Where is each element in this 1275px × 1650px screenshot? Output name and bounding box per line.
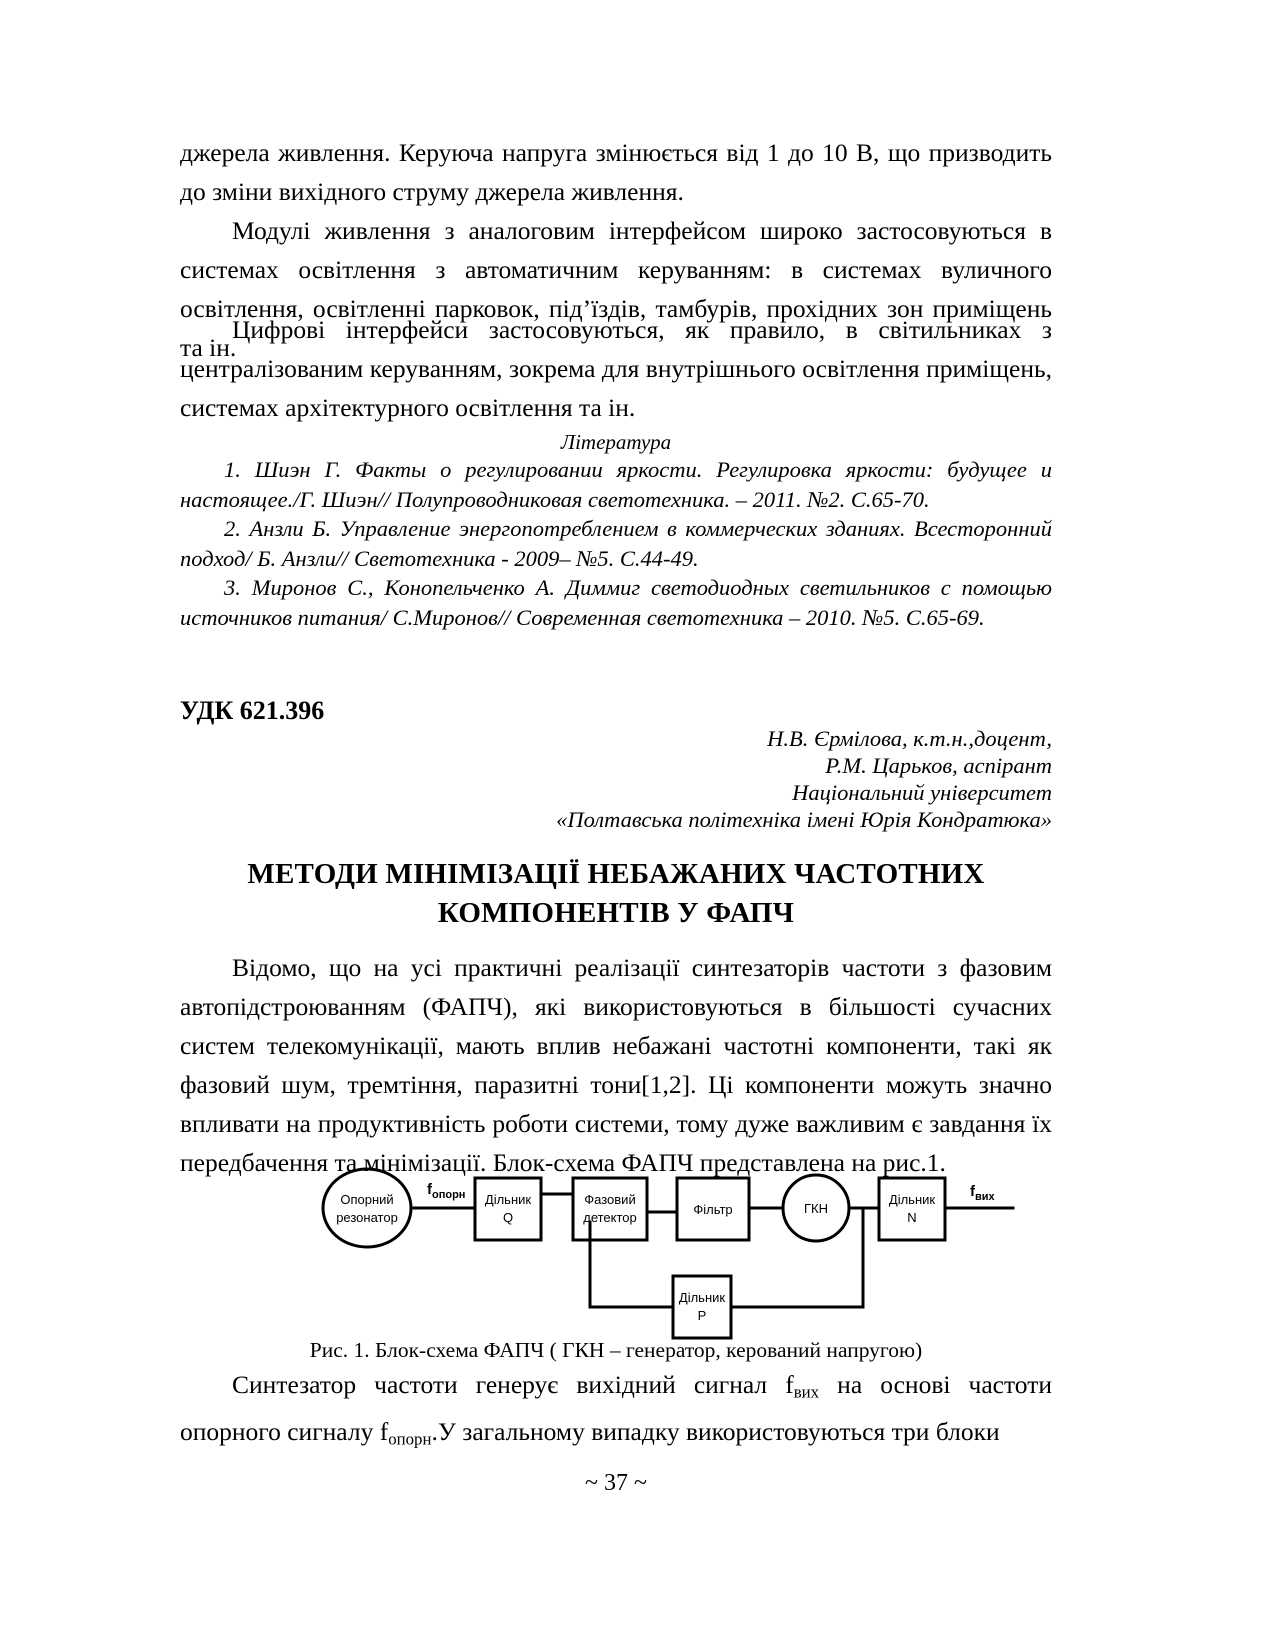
block-diagram-svg [180,1160,1052,1340]
after-text-1: Синтезатор частоти генерує вихідний сигнал f [232,1370,794,1399]
label-divider-p-line2: Р [697,1308,707,1323]
label-divider-n-line1: Дільник [888,1192,936,1207]
page-number: ~ 37 ~ [585,1470,647,1496]
label-phase-detector-line2: детектор [583,1210,637,1225]
after-figure-section [180,1365,1052,1458]
reference-resonator-shape [323,1169,411,1247]
reference-item: 1. Шиэн Г. Факты о регулировании яркости. Регулировка яркости: будущее и настоящее./Г. Шиэн// Полупроводниковая светотехника. – 2011. №2. С.65-70. [180,457,1052,512]
label-reference-resonator-line2: резонатор [336,1210,398,1225]
references-heading: Література [560,430,672,454]
paragraph-digital-interfaces: Цифрові інтерфейси застосовуються, як правило, в світильниках з централізованим керуванням, зокрема для внутрішнього освітлення приміщень, системах архітектурного освітлення та ін. [180,315,1052,422]
label-divider-p-line1: Дільник [678,1290,726,1305]
paragraph-continuation: джерела живлення. Керуюча напруга змінюється від 1 до 10 В, що призводить до зміни вихідного струму джерела живлення. [180,138,1052,206]
title-line-1: МЕТОДИ МІНІМІЗАЦІЇ НЕБАЖАНИХ ЧАСТОТНИХ [247,858,985,890]
author-line: Р.М. Царьков, аспірант [825,753,1052,778]
label-divider-n-line2: N [907,1210,917,1225]
label-divider-q-line1: Дільник [484,1192,532,1207]
phase-detector-shape [573,1178,647,1240]
label-f-reference: $f_{опорн}$ [427,1181,466,1201]
author-block [180,725,1052,833]
after-text-2: на основі частоти опорного сигналу f [180,1370,1052,1446]
paragraph-intro: Відомо, що на усі практичні реалізації синтезаторів частоти з фазовим автопідстроюванням (ФАПЧ), які використовуються в більшості сучасних систем телекомунікації, мають вплив небажані частотні компоненти, такі як фазовий шум, тремтіння, паразитні тони[1,2]. Ці компоненти можуть значно впливати на продуктивність роботи системи, тому дуже важливим є завдання їх передбачення та мінімізації. Блок-схема ФАПЧ представлена на рис.1. [180,953,1052,1177]
after-text-3: .У загальному випадку використовуються три блоки [431,1416,1000,1446]
divider-n-shape [879,1178,945,1240]
figure-caption: Рис. 1. Блок-схема ФАПЧ ( ГКН – генератор, керований напругою) [309,1338,923,1362]
udk-code: УДК 621.396 [180,696,325,725]
article-title [180,855,1052,933]
paragraph-power-modules: Модулі живлення з аналоговим інтерфейсом широко застосовуються в системах освітлення з автоматичним керуванням: в системах вуличного освітлення, освітленні парковок, під’їздів, тамбурів, прохідних зон приміщень та ін. [180,216,1052,362]
reference-item: 2. Анзли Б. Управление энергопотреблением в коммерческих зданиях. Всесторонний подход/ Б. Анзли// Светотехника - 2009– №5. С.44-49. [180,516,1052,571]
figure-pll-block-diagram [180,1160,1052,1335]
reference-item: 3. Миронов С., Конопельченко А. Диммиг светодиодных светильников с помощью источников питания/ С.Миронов// Современная светотехника – 2010. №5. С.65-69. [180,575,1052,630]
mid-text-section [180,310,1052,427]
label-f-output: $f_{вих}$ [970,1183,995,1203]
subscript-f-ref: опорн [388,1429,432,1449]
document-page [180,0,1052,1650]
block-labels [336,1192,935,1323]
label-phase-detector-line1: Фазовий [584,1192,636,1207]
intro-section [180,948,1052,1182]
label-divider-q-line2: Q [502,1210,514,1225]
affiliation-line: Національний університет [792,780,1052,805]
title-line-2: КОМПОНЕНТІВ У ФАПЧ [437,897,795,929]
divider-q-shape [475,1178,541,1240]
label-vco: ГКН [803,1201,829,1216]
references-list [180,455,1052,632]
author-line: Н.В. Єрмілова, к.т.н.,доцент, [767,726,1052,751]
divider-p-shape [673,1276,731,1338]
subscript-f-out: вих [793,1382,820,1402]
label-reference-resonator-line1: Опорний [340,1192,394,1207]
paragraph-after-figure [180,1365,1052,1458]
affiliation-line: «Полтавська політехніка імені Юрія Кондратюка» [556,807,1052,832]
label-filter: Фільтр [693,1202,733,1217]
